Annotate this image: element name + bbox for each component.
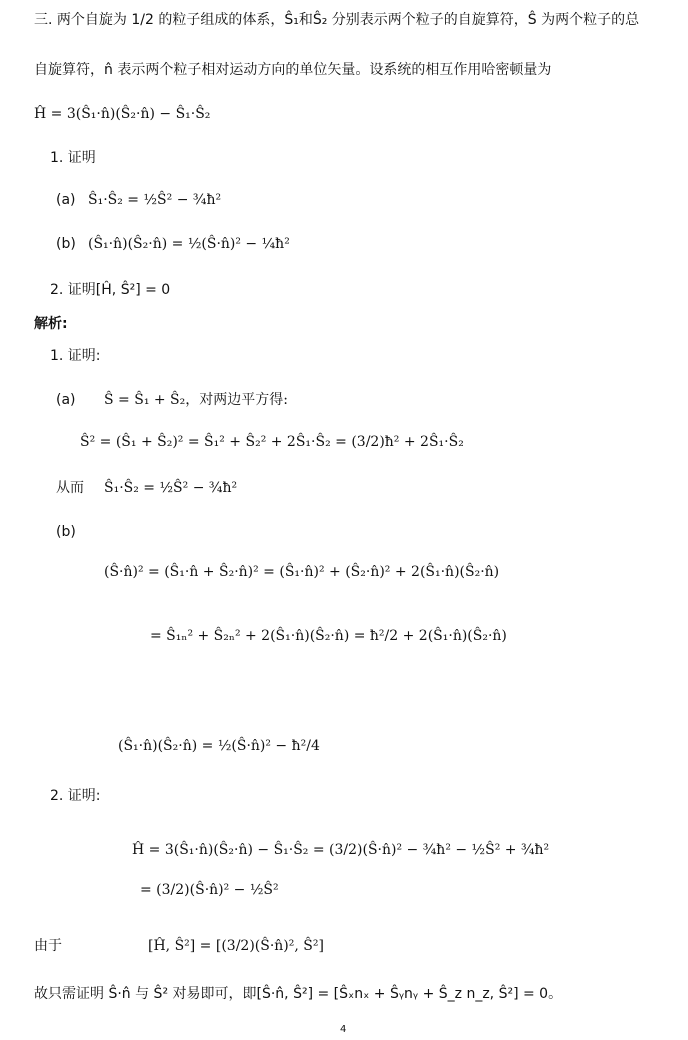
- solution-b-equation-1: (Ŝ·n̂)² = (Ŝ₁·n̂ + Ŝ₂·n̂)² = (Ŝ₁·n̂)² + (Ŝ₂·n̂)² + 2(Ŝ₁·n̂)(Ŝ₂·n̂): [104, 564, 500, 580]
- item-1-heading: 1. 证明: [50, 150, 96, 166]
- hamiltonian-equation: Ĥ = 3(Ŝ₁·n̂)(Ŝ₂·n̂) − Ŝ₁·Ŝ₂: [34, 106, 211, 122]
- solution-a-equation: Ŝ² = (Ŝ₁ + Ŝ₂)² = Ŝ₁² + Ŝ₂² + 2Ŝ₁·Ŝ₂ = (3/2)ħ² + 2Ŝ₁·Ŝ₂: [80, 434, 464, 450]
- solution-b-label: (b): [56, 524, 76, 540]
- since-label: 由于: [34, 938, 62, 954]
- problem-intro-line1: 三. 两个自旋为 1/2 的粒子组成的体系，Ŝ₁和Ŝ₂ 分别表示两个粒子的自旋算符，Ŝ 为两个粒子的总: [34, 12, 640, 28]
- therefore-label: 从而: [56, 480, 84, 496]
- hamiltonian-rewrite-2: = (3/2)(Ŝ·n̂)² − ½Ŝ²: [140, 882, 279, 898]
- solution-b-equation-2: = Ŝ₁ₙ² + Ŝ₂ₙ² + 2(Ŝ₁·n̂)(Ŝ₂·n̂) = ħ²/2 + 2(Ŝ₁·n̂)(Ŝ₂·n̂): [150, 628, 507, 644]
- solution-a-result: Ŝ₁·Ŝ₂ = ½Ŝ² − ¾ħ²: [104, 480, 238, 496]
- solution-b-result: (Ŝ₁·n̂)(Ŝ₂·n̂) = ½(Ŝ·n̂)² − ħ²/4: [118, 738, 320, 754]
- solution-part1-heading: 1. 证明:: [50, 348, 101, 364]
- item-1a-equation: Ŝ₁·Ŝ₂ = ½Ŝ² − ¾ħ²: [88, 192, 222, 208]
- solution-part2-heading: 2. 证明:: [50, 788, 101, 804]
- item-2-heading: 2. 证明[Ĥ, Ŝ²] = 0: [50, 282, 171, 298]
- hamiltonian-rewrite-1: Ĥ = 3(Ŝ₁·n̂)(Ŝ₂·n̂) − Ŝ₁·Ŝ₂ = (3/2)(Ŝ·n̂)² − ¾ħ² − ½Ŝ² + ¾ħ²: [132, 842, 550, 858]
- page-number: 4: [340, 1024, 347, 1035]
- item-1a-label: (a): [56, 192, 76, 208]
- solution-a-label: (a): [56, 392, 76, 408]
- conclusion-line: 故只需证明 Ŝ·n̂ 与 Ŝ² 对易即可，即[Ŝ·n̂, Ŝ²] = [Ŝₓnₓ + Ŝᵧnᵧ + Ŝ_z n_z, Ŝ²] = 0。: [34, 986, 563, 1002]
- problem-intro-line2: 自旋算符，n̂ 表示两个粒子相对运动方向的单位矢量。设系统的相互作用哈密顿量为: [34, 62, 552, 78]
- solution-a-line: Ŝ = Ŝ₁ + Ŝ₂，对两边平方得:: [104, 392, 288, 408]
- solution-heading: 解析:: [34, 316, 68, 332]
- item-1b-equation: (Ŝ₁·n̂)(Ŝ₂·n̂) = ½(Ŝ·n̂)² − ¼ħ²: [88, 236, 290, 252]
- item-1b-label: (b): [56, 236, 76, 252]
- commutator-equation: [Ĥ, Ŝ²] = [(3/2)(Ŝ·n̂)², Ŝ²]: [148, 938, 324, 954]
